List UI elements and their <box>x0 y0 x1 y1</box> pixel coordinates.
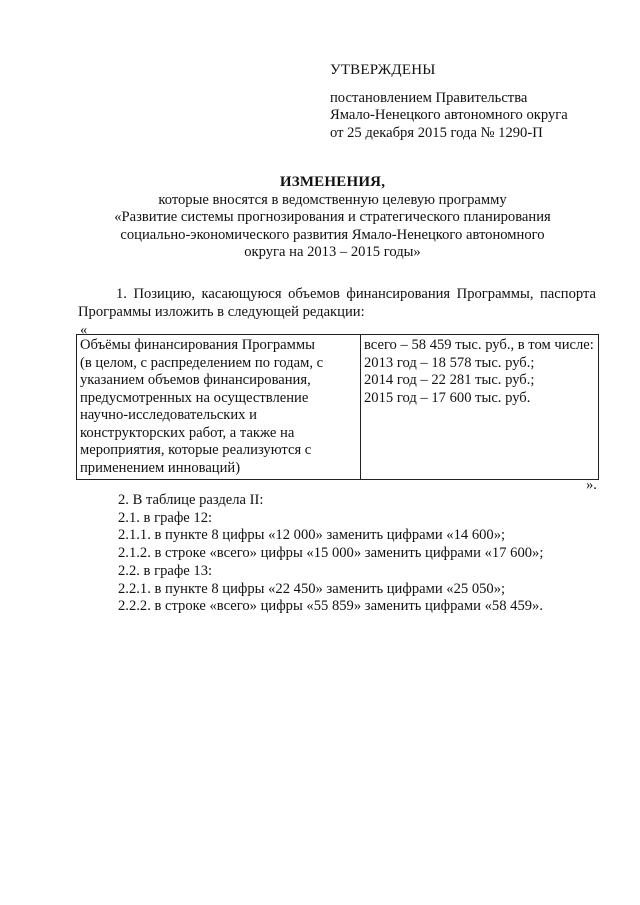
approval-line: постановлением Правительства <box>330 89 528 106</box>
paragraph-1: 1. Позицию, касающуюся объемов финансирования Программы, паспорта Программы изложить в следующей редакции: <box>78 286 596 320</box>
list-item: 2.2.1. в пункте 8 цифры «22 450» заменить цифрами «25 050»; <box>118 580 506 597</box>
amendments-list <box>118 492 598 616</box>
table-row <box>77 335 599 480</box>
cell-line: 2014 год – 22 281 тыс. руб.; <box>364 372 535 388</box>
heading-line: «Развитие системы прогнозирования и стратегического планирования <box>114 209 551 225</box>
approval-title: УТВЕРЖДЕНЫ <box>330 62 436 78</box>
approval-line: Ямало-Ненецкого автономного округа <box>330 107 568 123</box>
heading-title: ИЗМЕНЕНИЯ, <box>279 174 386 190</box>
list-item: 2.1.1. в пункте 8 цифры «12 000» заменить цифрами «14 600»; <box>118 527 506 544</box>
cell-line: указанием объемов финансирования, <box>80 372 311 388</box>
cell-line: применением инноваций) <box>80 459 241 476</box>
financing-table <box>76 334 599 480</box>
list-item: 2.2. в графе 13: <box>118 562 213 579</box>
list-item: 2.2.2. в строке «всего» цифры «55 859» заменить цифрами «58 459». <box>118 598 543 615</box>
cell-line: научно-исследовательских и <box>80 407 257 423</box>
financing-label-cell <box>77 335 361 480</box>
cell-line: 2013 год – 18 578 тыс. руб.; <box>364 354 535 371</box>
closing-quote: ». <box>586 477 597 493</box>
list-item: 2.1. в графе 12: <box>118 509 213 526</box>
approval-line: от 25 декабря 2015 года № 1290-П <box>330 124 543 141</box>
cell-line: Объёмы финансирования Программы <box>80 337 315 353</box>
cell-line: 2015 год – 17 600 тыс. руб. <box>364 389 531 406</box>
cell-line: мероприятия, которые реализуются с <box>80 442 312 458</box>
cell-line: (в целом, с распределением по годам, с <box>80 354 324 371</box>
heading-line: которые вносятся в ведомственную целевую программу <box>158 191 507 208</box>
approval-block <box>330 62 620 142</box>
heading-line: округа на 2013 – 2015 годы» <box>244 244 421 260</box>
financing-values-cell <box>361 335 599 480</box>
list-item: 2.1.2. в строке «всего» цифры «15 000» заменить цифрами «17 600»; <box>118 545 544 562</box>
cell-line: предусмотренных на осуществление <box>80 389 309 406</box>
heading-line: социально-экономического развития Ямало-Ненецкого автономного <box>120 226 545 243</box>
cell-line: всего – 58 459 тыс. руб., в том числе: <box>364 337 594 353</box>
list-item: 2. В таблице раздела II: <box>118 492 264 508</box>
cell-line: конструкторских работ, а также на <box>80 424 295 441</box>
opening-quote: « <box>80 322 88 338</box>
document-heading <box>70 174 595 262</box>
